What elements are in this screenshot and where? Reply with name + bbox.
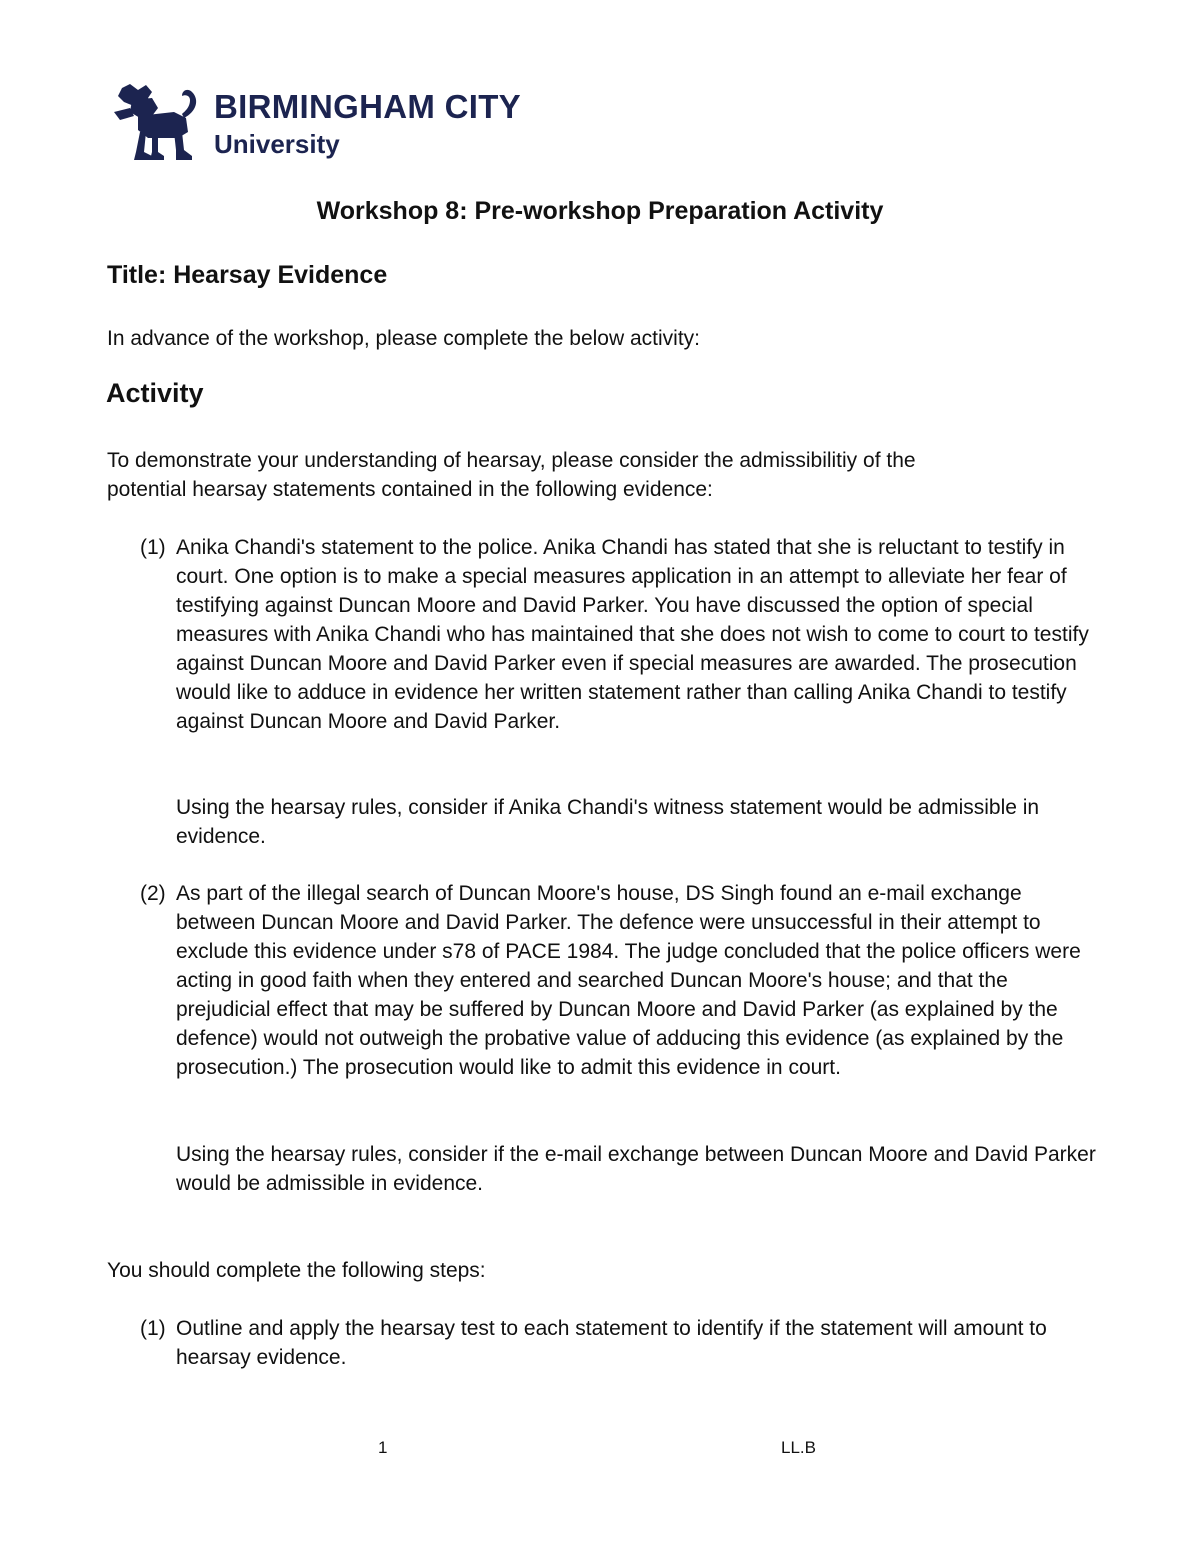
steps-intro: You should complete the following steps:	[107, 1259, 486, 1282]
page-number: 1	[378, 1438, 388, 1457]
logo-subtitle: University	[214, 129, 340, 159]
lion-crest-icon	[112, 82, 208, 164]
university-logo	[112, 82, 521, 164]
item-1-question: Using the hearsay rules, consider if Anika Chandi's witness statement would be admissible in evidence.	[176, 796, 1040, 848]
document-heading: Workshop 8: Pre-workshop Preparation Activity	[316, 197, 884, 225]
footer-code: LL.B	[781, 1438, 816, 1457]
document-title: Title: Hearsay Evidence	[107, 261, 388, 289]
step-1-number: (1)	[140, 1317, 166, 1340]
item-1-text: Anika Chandi's statement to the police. Anika Chandi has stated that she is reluctant to testify in court. One option is to make a special measures application in an attempt to alleviate her fear of testifying against Duncan Moore and David Parker. You have discussed the option of special measures with Anika Chandi who has maintained that she does not wish to come to court to testify against Duncan Moore and David Parker even if special measures are awarded. The prosecution would like to adduce in evidence her written statement rather than calling Anika Chandi to testify against Duncan Moore and David Parker.	[176, 536, 1089, 733]
item-2-question: Using the hearsay rules, consider if the e-mail exchange between Duncan Moore and David Parker would be admissible in evidence.	[176, 1143, 1096, 1195]
item-2-number: (2)	[140, 882, 166, 905]
item-1-number: (1)	[140, 536, 166, 559]
item-2-text: As part of the illegal search of Duncan Moore's house, DS Singh found an e-mail exchange between Duncan Moore and David Parker. The defence were unsuccessful in their attempt to exclude this evidence under s78 of PACE 1984. The judge concluded that the police officers were acting in good faith when they entered and searched Duncan Moore's house; and that the prejudicial effect that may be suffered by Duncan Moore and David Parker (as explained by the defence) would not outweigh the probative value of adducing this evidence (as explained by the prosecution.) The prosecution would like to admit this evidence in court.	[176, 882, 1081, 1079]
intro-text: In advance of the workshop, please complete the below activity:	[107, 327, 701, 350]
activity-heading: Activity	[106, 378, 204, 408]
activity-intro-line-1: To demonstrate your understanding of hearsay, please consider the admissibilitiy of the	[107, 449, 916, 472]
step-1-text: Outline and apply the hearsay test to each statement to identify if the statement will amount to hearsay evidence.	[176, 1317, 1047, 1369]
logo-name: BIRMINGHAM CITY	[214, 88, 521, 125]
activity-intro-line-2: potential hearsay statements contained in the following evidence:	[107, 478, 713, 501]
